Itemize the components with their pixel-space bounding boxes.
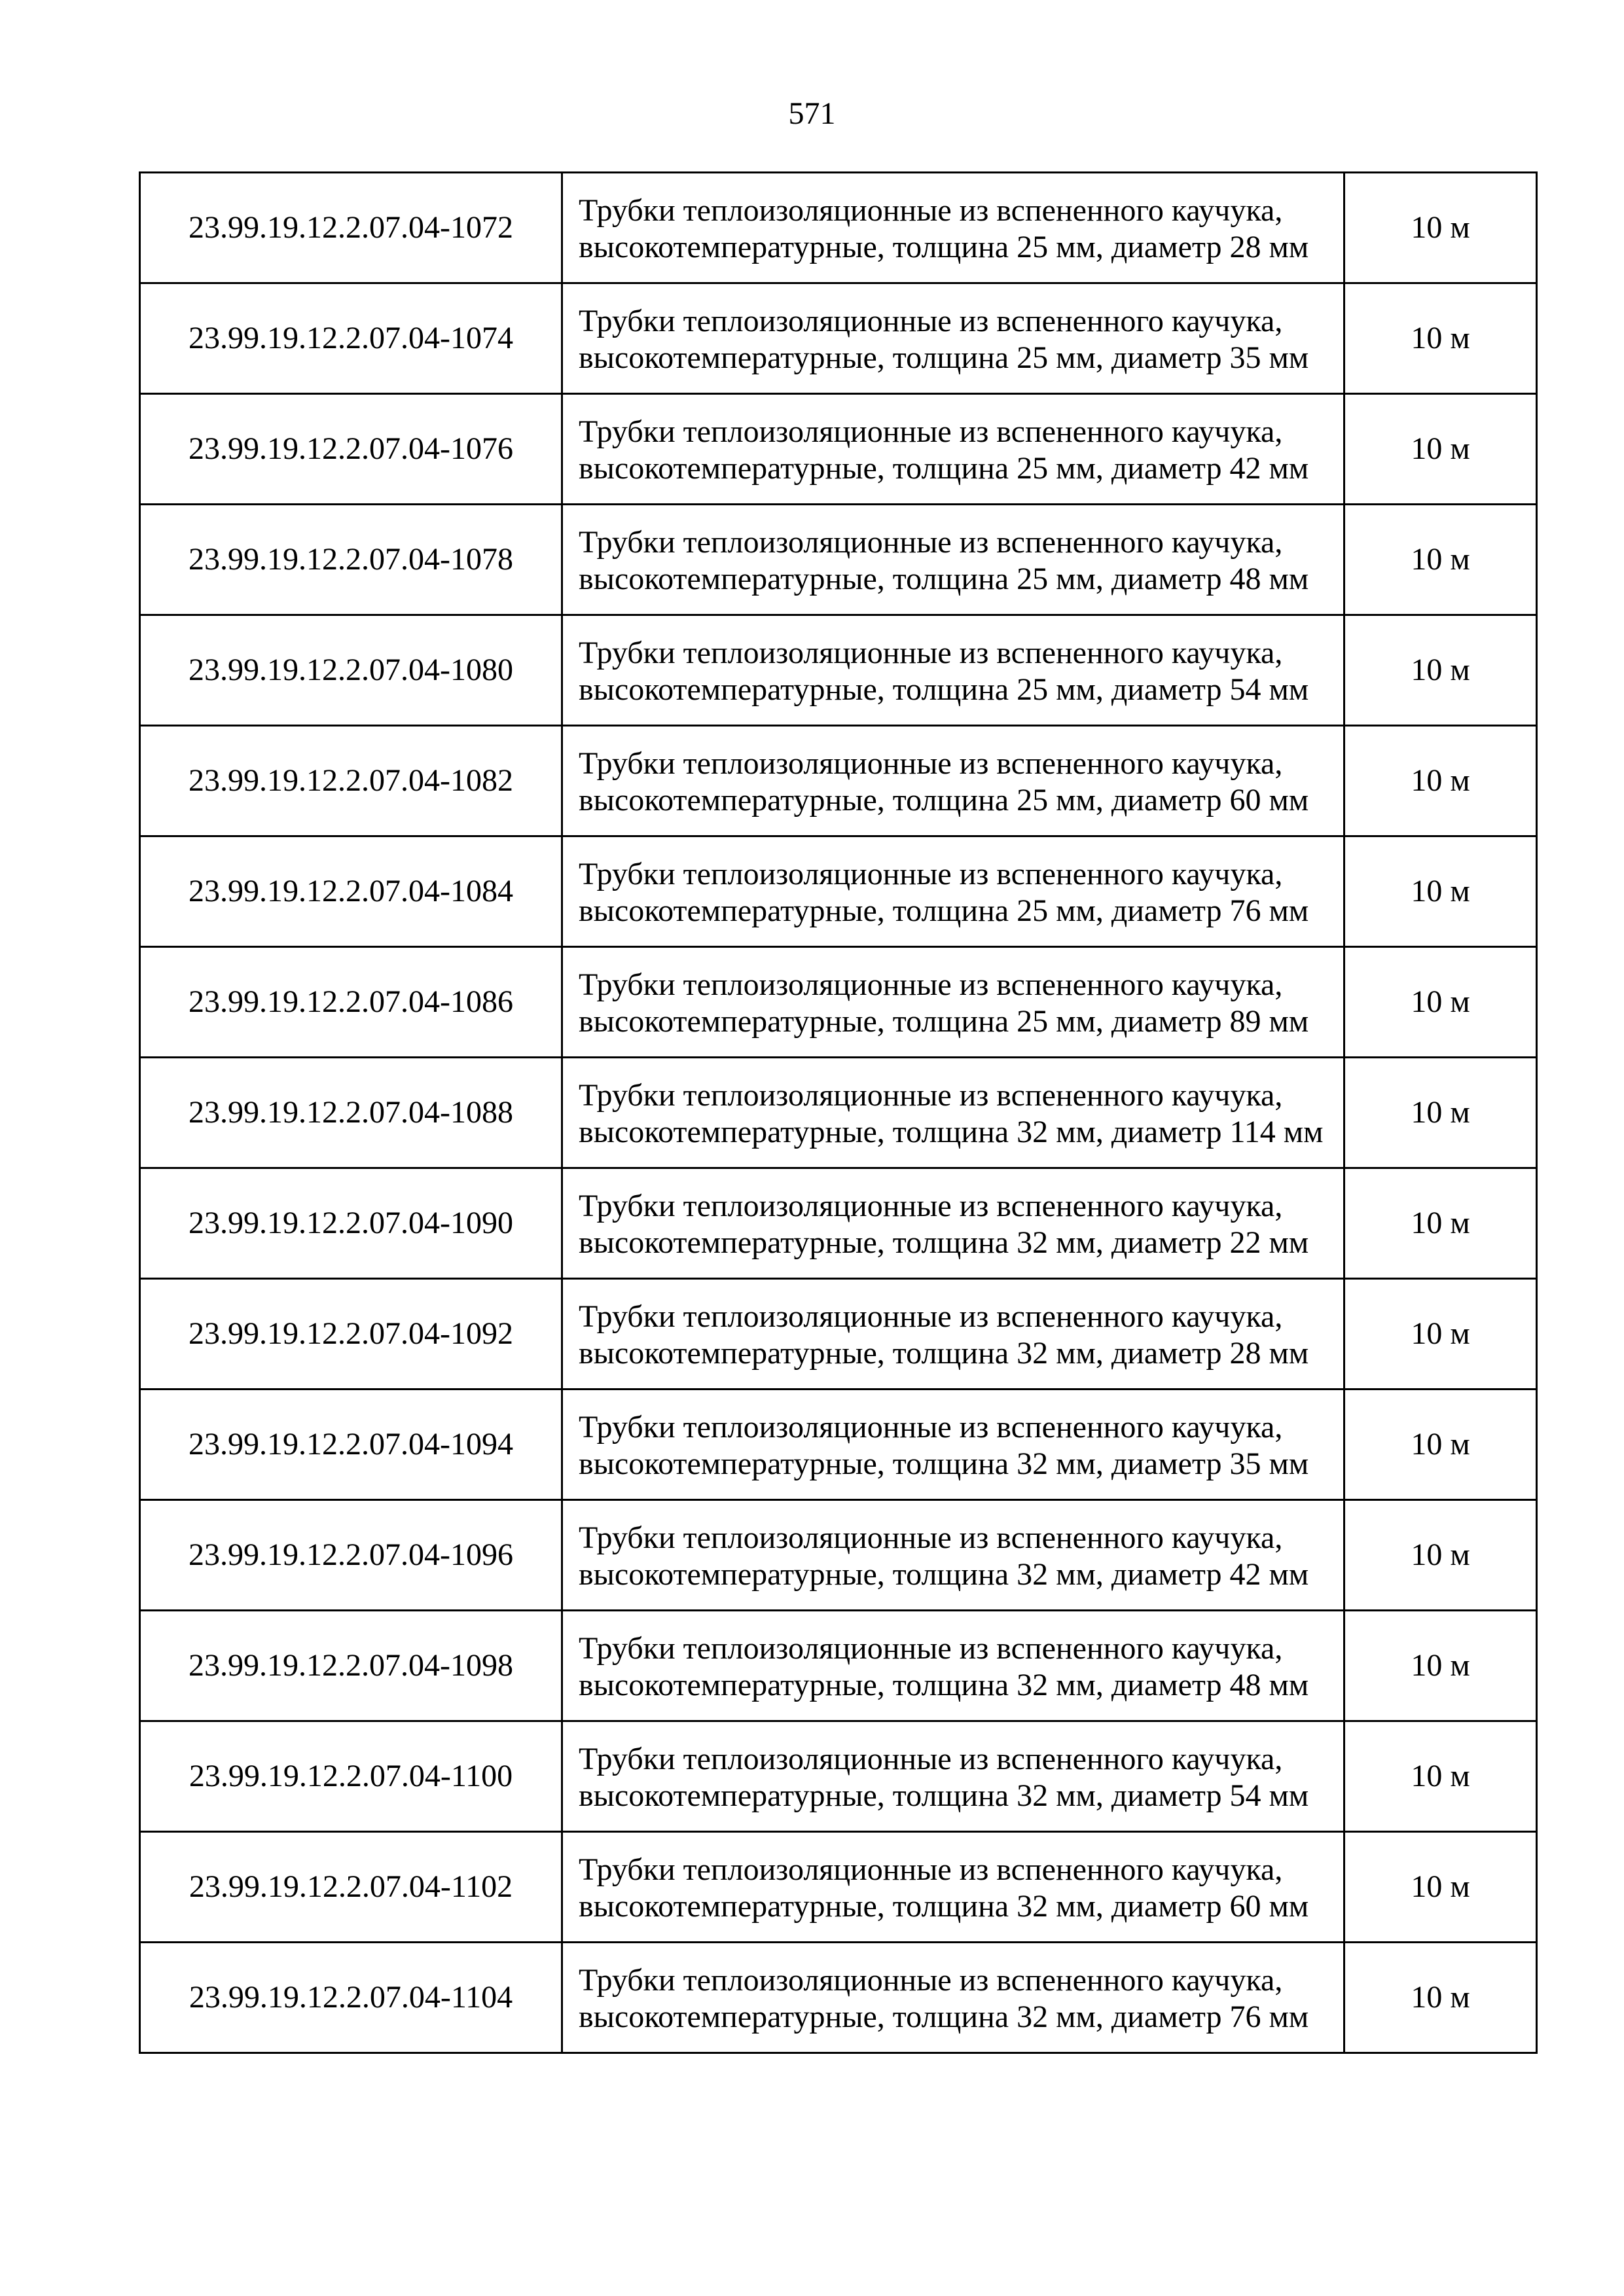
resource-unit-cell: 10 м xyxy=(1344,1058,1537,1168)
resource-code-cell: 23.99.19.12.2.07.04-1088 xyxy=(140,1058,562,1168)
resource-unit-cell: 10 м xyxy=(1344,1943,1537,2053)
resource-description-cell: Трубки теплоизоляционные из вспененного каучука, высокотемпературные, толщина 25 мм, диаметр 48 мм xyxy=(562,505,1344,615)
resource-unit-cell: 10 м xyxy=(1344,283,1537,394)
resource-description-cell: Трубки теплоизоляционные из вспененного каучука, высокотемпературные, толщина 25 мм, диаметр 54 мм xyxy=(562,615,1344,726)
resource-description-cell: Трубки теплоизоляционные из вспененного каучука, высокотемпературные, толщина 25 мм, диаметр 76 мм xyxy=(562,836,1344,947)
resource-unit-cell: 10 м xyxy=(1344,1168,1537,1279)
resource-unit-cell: 10 м xyxy=(1344,836,1537,947)
resource-code-cell: 23.99.19.12.2.07.04-1080 xyxy=(140,615,562,726)
resource-code-cell: 23.99.19.12.2.07.04-1078 xyxy=(140,505,562,615)
resource-unit-cell: 10 м xyxy=(1344,1279,1537,1390)
resource-code-cell: 23.99.19.12.2.07.04-1096 xyxy=(140,1500,562,1611)
table-row xyxy=(140,173,1537,283)
resource-unit-cell: 10 м xyxy=(1344,1500,1537,1611)
table-row xyxy=(140,726,1537,836)
table-row xyxy=(140,1611,1537,1721)
resource-unit-cell: 10 м xyxy=(1344,1390,1537,1500)
page-number: 571 xyxy=(788,96,836,131)
resource-unit-cell: 10 м xyxy=(1344,1721,1537,1832)
resource-description-cell: Трубки теплоизоляционные из вспененного каучука, высокотемпературные, толщина 32 мм, диаметр 28 мм xyxy=(562,1279,1344,1390)
resource-description-cell: Трубки теплоизоляционные из вспененного каучука, высокотемпературные, толщина 25 мм, диаметр 42 мм xyxy=(562,394,1344,505)
resource-unit-cell: 10 м xyxy=(1344,394,1537,505)
resource-code-cell: 23.99.19.12.2.07.04-1090 xyxy=(140,1168,562,1279)
resource-code-cell: 23.99.19.12.2.07.04-1092 xyxy=(140,1279,562,1390)
resource-table xyxy=(139,171,1538,2054)
resource-description-cell: Трубки теплоизоляционные из вспененного каучука, высокотемпературные, толщина 25 мм, диаметр 89 мм xyxy=(562,947,1344,1058)
resource-description-cell: Трубки теплоизоляционные из вспененного каучука, высокотемпературные, толщина 32 мм, диаметр 22 мм xyxy=(562,1168,1344,1279)
resource-code-cell: 23.99.19.12.2.07.04-1100 xyxy=(140,1721,562,1832)
resource-unit-cell: 10 м xyxy=(1344,1832,1537,1943)
resource-description-cell: Трубки теплоизоляционные из вспененного каучука, высокотемпературные, толщина 32 мм, диаметр 42 мм xyxy=(562,1500,1344,1611)
resource-code-cell: 23.99.19.12.2.07.04-1094 xyxy=(140,1390,562,1500)
table-row xyxy=(140,1943,1537,2053)
table-row xyxy=(140,1390,1537,1500)
resource-code-cell: 23.99.19.12.2.07.04-1104 xyxy=(140,1943,562,2053)
resource-code-cell: 23.99.19.12.2.07.04-1084 xyxy=(140,836,562,947)
table-row xyxy=(140,615,1537,726)
resource-description-cell: Трубки теплоизоляционные из вспененного каучука, высокотемпературные, толщина 32 мм, диаметр 54 мм xyxy=(562,1721,1344,1832)
resource-description-cell: Трубки теплоизоляционные из вспененного каучука, высокотемпературные, толщина 25 мм, диаметр 60 мм xyxy=(562,726,1344,836)
resource-code-cell: 23.99.19.12.2.07.04-1076 xyxy=(140,394,562,505)
resource-code-cell: 23.99.19.12.2.07.04-1074 xyxy=(140,283,562,394)
resource-code-cell: 23.99.19.12.2.07.04-1098 xyxy=(140,1611,562,1721)
table-row xyxy=(140,1279,1537,1390)
resource-unit-cell: 10 м xyxy=(1344,615,1537,726)
resource-description-cell: Трубки теплоизоляционные из вспененного каучука, высокотемпературные, толщина 25 мм, диаметр 28 мм xyxy=(562,173,1344,283)
table-row xyxy=(140,947,1537,1058)
resource-description-cell: Трубки теплоизоляционные из вспененного каучука, высокотемпературные, толщина 32 мм, диаметр 114 мм xyxy=(562,1058,1344,1168)
resource-unit-cell: 10 м xyxy=(1344,947,1537,1058)
resource-unit-cell: 10 м xyxy=(1344,505,1537,615)
resource-code-cell: 23.99.19.12.2.07.04-1086 xyxy=(140,947,562,1058)
table-row xyxy=(140,1168,1537,1279)
resource-unit-cell: 10 м xyxy=(1344,173,1537,283)
table-row xyxy=(140,283,1537,394)
resource-description-cell: Трубки теплоизоляционные из вспененного каучука, высокотемпературные, толщина 32 мм, диаметр 76 мм xyxy=(562,1943,1344,2053)
resource-description-cell: Трубки теплоизоляционные из вспененного каучука, высокотемпературные, толщина 32 мм, диаметр 35 мм xyxy=(562,1390,1344,1500)
resource-unit-cell: 10 м xyxy=(1344,1611,1537,1721)
table-row xyxy=(140,1058,1537,1168)
resource-code-cell: 23.99.19.12.2.07.04-1072 xyxy=(140,173,562,283)
table-row xyxy=(140,1832,1537,1943)
resource-description-cell: Трубки теплоизоляционные из вспененного каучука, высокотемпературные, толщина 32 мм, диаметр 60 мм xyxy=(562,1832,1344,1943)
table-row xyxy=(140,505,1537,615)
resource-code-cell: 23.99.19.12.2.07.04-1082 xyxy=(140,726,562,836)
table-row xyxy=(140,394,1537,505)
resource-description-cell: Трубки теплоизоляционные из вспененного каучука, высокотемпературные, толщина 32 мм, диаметр 48 мм xyxy=(562,1611,1344,1721)
table-row xyxy=(140,1500,1537,1611)
resource-unit-cell: 10 м xyxy=(1344,726,1537,836)
resource-description-cell: Трубки теплоизоляционные из вспененного каучука, высокотемпературные, толщина 25 мм, диаметр 35 мм xyxy=(562,283,1344,394)
table-row xyxy=(140,1721,1537,1832)
resource-code-cell: 23.99.19.12.2.07.04-1102 xyxy=(140,1832,562,1943)
table-body xyxy=(140,173,1537,2053)
table-row xyxy=(140,836,1537,947)
